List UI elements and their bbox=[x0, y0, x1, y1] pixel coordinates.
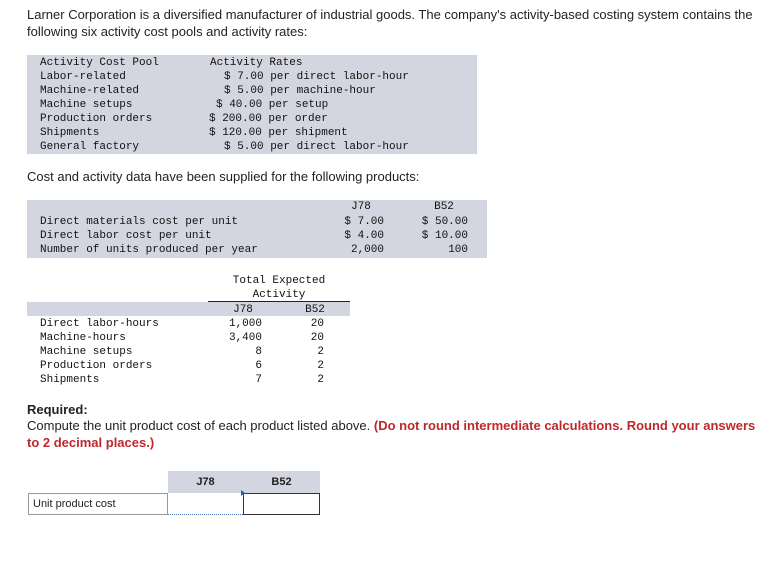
required-instructions bbox=[27, 417, 762, 451]
cost-j78-value: $ 4.00 bbox=[344, 230, 384, 242]
cost-row-label: Number of units produced per year bbox=[40, 244, 258, 256]
activity-j78-value: 8 bbox=[255, 346, 262, 358]
pool-label: General factory bbox=[40, 141, 140, 153]
cost-b52-value: $ 50.00 bbox=[421, 216, 468, 228]
col-header-b52: B52 bbox=[434, 201, 454, 213]
j78-unit-cost-input[interactable] bbox=[168, 493, 243, 515]
activity-row-label: Direct labor-hours bbox=[40, 318, 159, 330]
answer-header-b52: B52 bbox=[243, 471, 320, 493]
activity-row-label: Production orders bbox=[40, 360, 153, 372]
cost-b52-value: $ 10.00 bbox=[421, 230, 468, 242]
pool-label: Machine-related bbox=[40, 85, 140, 97]
activity-j78-value: 3,400 bbox=[228, 332, 262, 344]
intro-text: Larner Corporation is a diversified manufacturer of industrial goods. The company's activity-based costing system contains the following six activity cost pools and activity rates: bbox=[27, 7, 753, 39]
required-note: (Do not round intermediate calculations. Round your answers to 2 decimal places.) bbox=[27, 418, 756, 450]
activity-j78-value: 1,000 bbox=[228, 318, 262, 330]
col-header-b52: B52 bbox=[305, 304, 325, 316]
activity-row-label: Shipments bbox=[40, 374, 100, 386]
cost-row-label: Direct labor cost per unit bbox=[40, 230, 212, 242]
activity-j78-value: 7 bbox=[255, 374, 262, 386]
pool-label: Machine setups bbox=[40, 99, 133, 111]
activity-b52-value: 2 bbox=[317, 374, 324, 386]
cost-data-intro: Cost and activity data have been supplied for the following products: bbox=[27, 169, 420, 184]
pool-rate: $ 200.00 per order bbox=[209, 113, 328, 125]
cost-j78-value: 2,000 bbox=[350, 244, 384, 256]
activity-header-line2: Activity bbox=[252, 289, 306, 301]
activity-j78-value: 6 bbox=[255, 360, 262, 372]
col-header-j78: J78 bbox=[233, 304, 253, 316]
answer-header-j78: J78 bbox=[168, 471, 243, 493]
input-marker-icon bbox=[241, 490, 245, 496]
required-title: Required: bbox=[27, 402, 88, 417]
required-text: Compute the unit product cost of each product listed above. bbox=[27, 418, 371, 433]
activity-row-label: Machine-hours bbox=[40, 332, 126, 344]
unit-product-cost-label: Unit product cost bbox=[28, 493, 168, 515]
activity-b52-value: 2 bbox=[317, 346, 324, 358]
cost-row-label: Direct materials cost per unit bbox=[40, 216, 239, 228]
pool-rate: $ 5.00 per machine-hour bbox=[224, 85, 376, 97]
cost-b52-value: 100 bbox=[448, 244, 468, 256]
pool-rate: $ 120.00 per shipment bbox=[209, 127, 348, 139]
pool-label: Labor-related bbox=[40, 71, 126, 83]
activity-row-label: Machine setups bbox=[40, 346, 133, 358]
pool-label: Production orders bbox=[40, 113, 153, 125]
header-activity-rates: Activity Rates bbox=[210, 57, 303, 69]
activity-b52-value: 20 bbox=[310, 318, 324, 330]
pool-rate: $ 7.00 per direct labor-hour bbox=[224, 71, 409, 83]
col-header-j78: J78 bbox=[351, 201, 371, 213]
activity-b52-value: 20 bbox=[310, 332, 324, 344]
activity-header-line1: Total Expected bbox=[232, 275, 326, 287]
pool-label: Shipments bbox=[40, 127, 100, 139]
cost-j78-value: $ 7.00 bbox=[344, 216, 384, 228]
pool-rate: $ 40.00 per setup bbox=[216, 99, 329, 111]
activity-b52-value: 2 bbox=[317, 360, 324, 372]
header-activity-cost-pool: Activity Cost Pool bbox=[40, 57, 159, 69]
b52-unit-cost-input[interactable] bbox=[243, 493, 320, 515]
pool-rate: $ 5.00 per direct labor-hour bbox=[224, 141, 409, 153]
